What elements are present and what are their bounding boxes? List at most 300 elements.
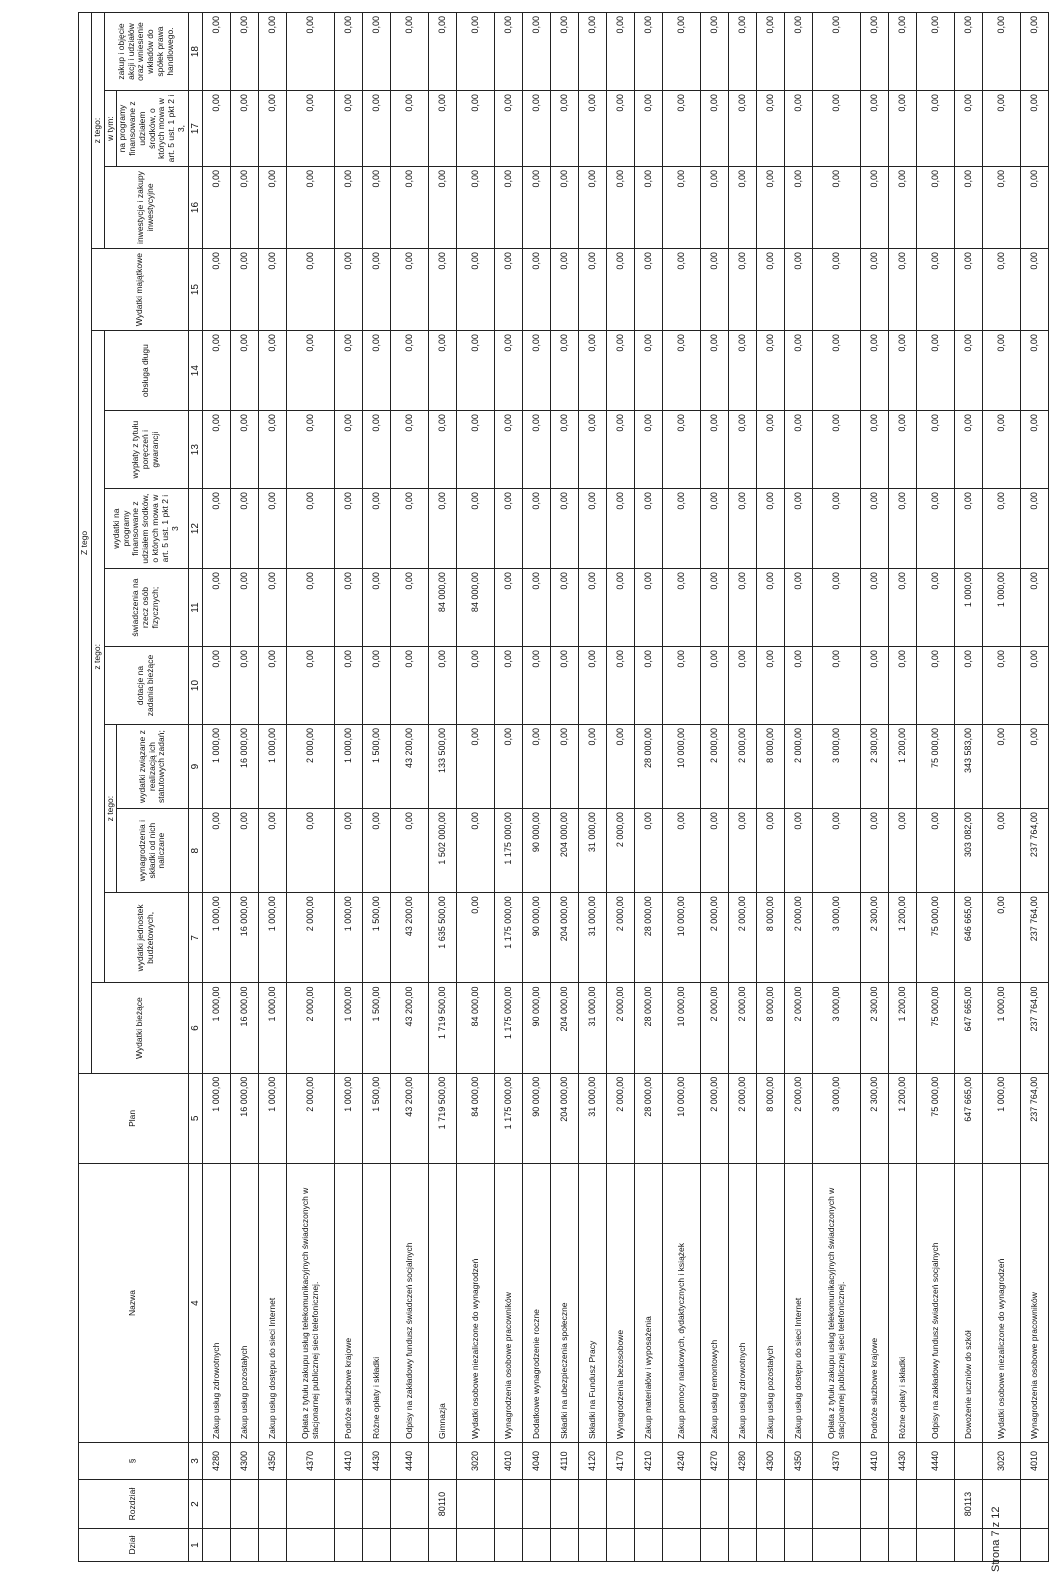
cell-dzial — [861, 1529, 889, 1562]
cell-value-col-17: 0,00 — [1021, 91, 1049, 167]
cell-value-col-16: 0,00 — [259, 167, 287, 249]
cell-value-col-5: 8 000,00 — [757, 1073, 785, 1163]
header-nazwa: Nazwa — [79, 1164, 189, 1443]
cell-rozdzial — [231, 1479, 259, 1528]
budget-table — [78, 12, 1049, 1562]
cell-value-col-12: 0,00 — [287, 489, 335, 569]
cell-value-col-16: 0,00 — [287, 167, 335, 249]
cell-value-col-16: 0,00 — [363, 167, 391, 249]
cell-value-col-9: 2 000,00 — [287, 725, 335, 809]
cell-value-col-16: 0,00 — [457, 167, 495, 249]
cell-paragraf: 4280 — [203, 1443, 231, 1480]
cell-value-col-8: 2 000,00 — [607, 809, 635, 893]
cell-value-col-10: 0,00 — [551, 647, 579, 725]
cell-paragraf: 4370 — [813, 1443, 861, 1480]
cell-value-col-9: 0,00 — [579, 725, 607, 809]
cell-rozdzial — [335, 1479, 363, 1528]
cell-rozdzial — [1021, 1479, 1049, 1528]
cell-nazwa: Dowożenie uczniów do szkół — [955, 1164, 983, 1443]
table-row — [785, 13, 813, 1562]
cell-value-col-7: 204 000,00 — [551, 893, 579, 983]
cell-value-col-10: 0,00 — [495, 647, 523, 725]
cell-value-col-5: 1 175 000,00 — [495, 1073, 523, 1163]
cell-value-col-9: 0,00 — [607, 725, 635, 809]
cell-value-col-10: 0,00 — [955, 647, 983, 725]
cell-value-col-12: 0,00 — [429, 489, 457, 569]
cell-value-col-7: 3 000,00 — [813, 893, 861, 983]
cell-value-col-6: 10 000,00 — [663, 983, 701, 1073]
cell-value-col-10: 0,00 — [203, 647, 231, 725]
cell-value-col-5: 1 500,00 — [363, 1073, 391, 1163]
cell-rozdzial — [363, 1479, 391, 1528]
header-wydatki-zwiazane: wydatki związane z realizacją ich statutowych zadań; — [117, 725, 188, 809]
cell-value-col-14: 0,00 — [607, 331, 635, 411]
cell-value-col-14: 0,00 — [429, 331, 457, 411]
cell-value-col-16: 0,00 — [663, 167, 701, 249]
cell-value-col-14: 0,00 — [551, 331, 579, 411]
cell-value-col-10: 0,00 — [607, 647, 635, 725]
cell-value-col-17: 0,00 — [607, 91, 635, 167]
table-row — [551, 13, 579, 1562]
cell-value-col-13: 0,00 — [429, 411, 457, 489]
cell-value-col-11: 0,00 — [917, 569, 955, 647]
header-z-tego: Z tego — [79, 13, 92, 1074]
cell-paragraf: 4350 — [785, 1443, 813, 1480]
cell-value-col-9: 1 500,00 — [363, 725, 391, 809]
table-row — [457, 13, 495, 1562]
table-row — [335, 13, 363, 1562]
cell-paragraf: 3020 — [983, 1443, 1021, 1480]
cell-value-col-12: 0,00 — [335, 489, 363, 569]
cell-rozdzial — [391, 1479, 429, 1528]
cell-paragraf: 4280 — [729, 1443, 757, 1480]
cell-value-col-6: 3 000,00 — [813, 983, 861, 1073]
cell-dzial — [729, 1529, 757, 1562]
cell-value-col-15: 0,00 — [701, 249, 729, 331]
cell-value-col-11: 0,00 — [391, 569, 429, 647]
cell-rozdzial: 80110 — [429, 1479, 457, 1528]
cell-dzial — [785, 1529, 813, 1562]
header-z-tego-majatkowe: z tego: — [91, 13, 104, 249]
cell-value-col-5: 10 000,00 — [663, 1073, 701, 1163]
cell-value-col-16: 0,00 — [495, 167, 523, 249]
column-number: 18 — [188, 13, 203, 91]
cell-value-col-14: 0,00 — [335, 331, 363, 411]
cell-value-col-16: 0,00 — [231, 167, 259, 249]
cell-value-col-18: 0,00 — [1021, 13, 1049, 91]
table-row — [955, 13, 983, 1562]
cell-value-col-18: 0,00 — [635, 13, 663, 91]
cell-value-col-18: 0,00 — [457, 13, 495, 91]
cell-value-col-5: 16 000,00 — [231, 1073, 259, 1163]
cell-value-col-13: 0,00 — [287, 411, 335, 489]
cell-nazwa: Dodatkowe wynagrodzenie roczne — [523, 1164, 551, 1443]
cell-value-col-15: 0,00 — [729, 249, 757, 331]
cell-nazwa: Zakup usług zdrowotnych — [203, 1164, 231, 1443]
cell-value-col-10: 0,00 — [287, 647, 335, 725]
cell-value-col-6: 75 000,00 — [917, 983, 955, 1073]
cell-dzial — [495, 1529, 523, 1562]
cell-value-col-15: 0,00 — [983, 249, 1021, 331]
cell-value-col-8: 0,00 — [635, 809, 663, 893]
cell-value-col-11: 0,00 — [889, 569, 917, 647]
cell-value-col-5: 2 000,00 — [287, 1073, 335, 1163]
header-dotacje: dotacje na zadania bieżące — [104, 647, 188, 725]
header-paragraf: § — [79, 1443, 189, 1480]
cell-value-col-11: 1 000,00 — [983, 569, 1021, 647]
cell-value-col-18: 0,00 — [429, 13, 457, 91]
cell-value-col-6: 1 000,00 — [203, 983, 231, 1073]
cell-value-col-17: 0,00 — [457, 91, 495, 167]
cell-value-col-15: 0,00 — [259, 249, 287, 331]
cell-value-col-11: 0,00 — [259, 569, 287, 647]
cell-dzial — [607, 1529, 635, 1562]
header-wynagrodzenia: wynagrodzenia i składki od nich naliczane — [117, 809, 188, 893]
cell-value-col-8: 0,00 — [663, 809, 701, 893]
cell-value-col-5: 1 719 500,00 — [429, 1073, 457, 1163]
cell-value-col-6: 8 000,00 — [757, 983, 785, 1073]
cell-value-col-15: 0,00 — [335, 249, 363, 331]
cell-value-col-15: 0,00 — [579, 249, 607, 331]
cell-value-col-13: 0,00 — [259, 411, 287, 489]
cell-value-col-7: 237 764,00 — [1021, 893, 1049, 983]
cell-value-col-17: 0,00 — [663, 91, 701, 167]
cell-value-col-10: 0,00 — [579, 647, 607, 725]
cell-value-col-18: 0,00 — [203, 13, 231, 91]
cell-value-col-12: 0,00 — [635, 489, 663, 569]
cell-value-col-12: 0,00 — [1021, 489, 1049, 569]
cell-dzial — [391, 1529, 429, 1562]
cell-value-col-10: 0,00 — [335, 647, 363, 725]
cell-rozdzial — [663, 1479, 701, 1528]
cell-dzial — [259, 1529, 287, 1562]
cell-value-col-7: 1 635 500,00 — [429, 893, 457, 983]
cell-nazwa: Odpisy na zakładowy fundusz świadczeń socjalnych — [917, 1164, 955, 1443]
cell-value-col-17: 0,00 — [635, 91, 663, 167]
cell-value-col-15: 0,00 — [955, 249, 983, 331]
table-row — [287, 13, 335, 1562]
header-wydatki-biezace: Wydatki bieżące — [91, 983, 188, 1073]
cell-value-col-18: 0,00 — [363, 13, 391, 91]
cell-value-col-6: 31 000,00 — [579, 983, 607, 1073]
cell-nazwa: Opłata z tytułu zakupu usług telekomunikacyjnych świadczonych w stacjonarnej publicznej sieci telefonicznej. — [813, 1164, 861, 1443]
cell-value-col-8: 0,00 — [335, 809, 363, 893]
cell-value-col-15: 0,00 — [785, 249, 813, 331]
column-number: 3 — [188, 1443, 203, 1480]
cell-value-col-5: 647 665,00 — [955, 1073, 983, 1163]
cell-value-col-12: 0,00 — [363, 489, 391, 569]
cell-value-col-10: 0,00 — [363, 647, 391, 725]
cell-value-col-14: 0,00 — [955, 331, 983, 411]
cell-rozdzial — [729, 1479, 757, 1528]
header-rozdzial: Rozdział — [79, 1479, 189, 1528]
cell-value-col-11: 0,00 — [861, 569, 889, 647]
cell-value-col-17: 0,00 — [579, 91, 607, 167]
cell-dzial — [917, 1529, 955, 1562]
cell-value-col-17: 0,00 — [523, 91, 551, 167]
cell-value-col-14: 0,00 — [523, 331, 551, 411]
cell-value-col-10: 0,00 — [917, 647, 955, 725]
cell-value-col-11: 0,00 — [335, 569, 363, 647]
cell-nazwa: Zakup usług dostępu do sieci Internet — [785, 1164, 813, 1443]
cell-nazwa: Różne opłaty i składki — [363, 1164, 391, 1443]
cell-value-col-11: 0,00 — [1021, 569, 1049, 647]
cell-value-col-16: 0,00 — [607, 167, 635, 249]
cell-value-col-6: 84 000,00 — [457, 983, 495, 1073]
cell-value-col-6: 1 500,00 — [363, 983, 391, 1073]
cell-value-col-10: 0,00 — [983, 647, 1021, 725]
column-number: 11 — [188, 569, 203, 647]
cell-value-col-7: 1 200,00 — [889, 893, 917, 983]
cell-paragraf: 4170 — [607, 1443, 635, 1480]
cell-value-col-17: 0,00 — [861, 91, 889, 167]
cell-value-col-10: 0,00 — [259, 647, 287, 725]
cell-rozdzial — [457, 1479, 495, 1528]
cell-dzial — [635, 1529, 663, 1562]
table-row — [203, 13, 231, 1562]
cell-value-col-16: 0,00 — [429, 167, 457, 249]
column-number-row — [188, 13, 203, 1562]
cell-rozdzial — [861, 1479, 889, 1528]
cell-value-col-12: 0,00 — [551, 489, 579, 569]
cell-nazwa: Zakup usług dostępu do sieci Internet — [259, 1164, 287, 1443]
cell-value-col-14: 0,00 — [457, 331, 495, 411]
cell-value-col-5: 31 000,00 — [579, 1073, 607, 1163]
cell-value-col-7: 16 000,00 — [231, 893, 259, 983]
cell-rozdzial — [635, 1479, 663, 1528]
cell-value-col-8: 0,00 — [259, 809, 287, 893]
header-swiadczenia: świadczenia na rzecz osób fizycznych; — [104, 569, 188, 647]
table-row — [259, 13, 287, 1562]
cell-value-col-12: 0,00 — [495, 489, 523, 569]
cell-rozdzial — [259, 1479, 287, 1528]
header-wydatki-jednostek: wydatki jednostek budżetowych, — [104, 893, 188, 983]
cell-value-col-14: 0,00 — [701, 331, 729, 411]
cell-rozdzial — [287, 1479, 335, 1528]
cell-value-col-15: 0,00 — [917, 249, 955, 331]
cell-dzial — [757, 1529, 785, 1562]
cell-value-col-8: 0,00 — [917, 809, 955, 893]
cell-value-col-9: 0,00 — [523, 725, 551, 809]
cell-value-col-17: 0,00 — [955, 91, 983, 167]
cell-paragraf: 4300 — [757, 1443, 785, 1480]
cell-value-col-13: 0,00 — [495, 411, 523, 489]
cell-value-col-8: 90 000,00 — [523, 809, 551, 893]
cell-value-col-11: 0,00 — [607, 569, 635, 647]
cell-value-col-17: 0,00 — [785, 91, 813, 167]
cell-nazwa: Wynagrodzenia osobowe pracowników — [1021, 1164, 1049, 1443]
cell-value-col-9: 2 000,00 — [729, 725, 757, 809]
cell-value-col-8: 0,00 — [457, 809, 495, 893]
cell-value-col-15: 0,00 — [813, 249, 861, 331]
cell-value-col-15: 0,00 — [457, 249, 495, 331]
cell-value-col-18: 0,00 — [861, 13, 889, 91]
cell-value-col-11: 0,00 — [663, 569, 701, 647]
cell-value-col-15: 0,00 — [523, 249, 551, 331]
cell-value-col-13: 0,00 — [635, 411, 663, 489]
cell-value-col-18: 0,00 — [813, 13, 861, 91]
table-row — [983, 13, 1021, 1562]
cell-value-col-6: 2 000,00 — [701, 983, 729, 1073]
cell-value-col-14: 0,00 — [917, 331, 955, 411]
cell-dzial — [955, 1529, 983, 1562]
cell-rozdzial — [917, 1479, 955, 1528]
cell-value-col-10: 0,00 — [729, 647, 757, 725]
cell-value-col-10: 0,00 — [457, 647, 495, 725]
cell-value-col-11: 0,00 — [729, 569, 757, 647]
cell-value-col-7: 2 000,00 — [729, 893, 757, 983]
cell-value-col-6: 16 000,00 — [231, 983, 259, 1073]
cell-value-col-5: 1 200,00 — [889, 1073, 917, 1163]
cell-value-col-17: 0,00 — [335, 91, 363, 167]
cell-value-col-14: 0,00 — [635, 331, 663, 411]
cell-value-col-11: 0,00 — [287, 569, 335, 647]
cell-paragraf: 4110 — [551, 1443, 579, 1480]
cell-value-col-9: 0,00 — [551, 725, 579, 809]
cell-value-col-13: 0,00 — [457, 411, 495, 489]
cell-value-col-6: 647 665,00 — [955, 983, 983, 1073]
cell-value-col-12: 0,00 — [889, 489, 917, 569]
cell-value-col-10: 0,00 — [231, 647, 259, 725]
cell-value-col-17: 0,00 — [729, 91, 757, 167]
cell-value-col-12: 0,00 — [203, 489, 231, 569]
cell-dzial — [579, 1529, 607, 1562]
cell-value-col-7: 75 000,00 — [917, 893, 955, 983]
cell-value-col-17: 0,00 — [757, 91, 785, 167]
cell-value-col-15: 0,00 — [1021, 249, 1049, 331]
cell-value-col-5: 2 000,00 — [607, 1073, 635, 1163]
cell-rozdzial — [203, 1479, 231, 1528]
cell-value-col-14: 0,00 — [363, 331, 391, 411]
cell-nazwa: Gimnazja — [429, 1164, 457, 1443]
cell-value-col-11: 0,00 — [701, 569, 729, 647]
cell-paragraf: 4430 — [889, 1443, 917, 1480]
cell-value-col-17: 0,00 — [259, 91, 287, 167]
column-number: 7 — [188, 893, 203, 983]
cell-value-col-11: 0,00 — [551, 569, 579, 647]
cell-value-col-7: 28 000,00 — [635, 893, 663, 983]
cell-value-col-9: 343 583,00 — [955, 725, 983, 809]
cell-value-col-12: 0,00 — [729, 489, 757, 569]
cell-value-col-18: 0,00 — [579, 13, 607, 91]
cell-value-col-14: 0,00 — [391, 331, 429, 411]
cell-value-col-11: 0,00 — [231, 569, 259, 647]
cell-value-col-17: 0,00 — [983, 91, 1021, 167]
cell-dzial — [663, 1529, 701, 1562]
cell-value-col-12: 0,00 — [579, 489, 607, 569]
cell-value-col-17: 0,00 — [287, 91, 335, 167]
table-row — [607, 13, 635, 1562]
cell-rozdzial — [579, 1479, 607, 1528]
cell-value-col-18: 0,00 — [917, 13, 955, 91]
cell-value-col-14: 0,00 — [259, 331, 287, 411]
cell-value-col-6: 237 764,00 — [1021, 983, 1049, 1073]
cell-value-col-8: 0,00 — [231, 809, 259, 893]
column-number: 12 — [188, 489, 203, 569]
table-row — [391, 13, 429, 1562]
header-dzial: Dział — [79, 1529, 189, 1562]
cell-dzial — [1021, 1529, 1049, 1562]
cell-value-col-7: 1 175 000,00 — [495, 893, 523, 983]
cell-value-col-6: 2 000,00 — [729, 983, 757, 1073]
cell-value-col-15: 0,00 — [635, 249, 663, 331]
column-number: 10 — [188, 647, 203, 725]
cell-value-col-17: 0,00 — [429, 91, 457, 167]
cell-rozdzial — [551, 1479, 579, 1528]
cell-value-col-9: 0,00 — [1021, 725, 1049, 809]
table-row — [663, 13, 701, 1562]
table-body — [203, 13, 1049, 1562]
cell-value-col-9: 1 000,00 — [259, 725, 287, 809]
cell-nazwa: Wydatki osobowe niezaliczone do wynagrodzeń — [457, 1164, 495, 1443]
cell-paragraf: 4430 — [363, 1443, 391, 1480]
cell-value-col-8: 204 000,00 — [551, 809, 579, 893]
table-row — [231, 13, 259, 1562]
cell-value-col-18: 0,00 — [391, 13, 429, 91]
cell-value-col-6: 1 000,00 — [983, 983, 1021, 1073]
header-plan: Plan — [79, 1073, 189, 1163]
cell-nazwa: Opłata z tytułu zakupu usług telekomunikacyjnych świadczonych w stacjonarnej publicznej sieci telefonicznej. — [287, 1164, 335, 1443]
cell-nazwa: Podróże służbowe krajowe — [861, 1164, 889, 1443]
cell-value-col-12: 0,00 — [231, 489, 259, 569]
cell-value-col-7: 90 000,00 — [523, 893, 551, 983]
cell-value-col-9: 8 000,00 — [757, 725, 785, 809]
cell-rozdzial — [495, 1479, 523, 1528]
cell-value-col-14: 0,00 — [287, 331, 335, 411]
cell-nazwa: Różne opłaty i składki — [889, 1164, 917, 1443]
cell-value-col-16: 0,00 — [635, 167, 663, 249]
cell-value-col-15: 0,00 — [495, 249, 523, 331]
cell-value-col-9: 0,00 — [457, 725, 495, 809]
cell-rozdzial: 80113 — [955, 1479, 983, 1528]
cell-dzial — [889, 1529, 917, 1562]
cell-value-col-5: 1 000,00 — [335, 1073, 363, 1163]
table-row — [363, 13, 391, 1562]
cell-value-col-16: 0,00 — [391, 167, 429, 249]
cell-value-col-6: 2 000,00 — [785, 983, 813, 1073]
cell-value-col-12: 0,00 — [457, 489, 495, 569]
cell-value-col-6: 1 200,00 — [889, 983, 917, 1073]
cell-value-col-8: 0,00 — [889, 809, 917, 893]
cell-value-col-5: 2 300,00 — [861, 1073, 889, 1163]
cell-paragraf: 4350 — [259, 1443, 287, 1480]
cell-value-col-7: 43 200,00 — [391, 893, 429, 983]
cell-value-col-10: 0,00 — [663, 647, 701, 725]
cell-value-col-13: 0,00 — [917, 411, 955, 489]
cell-value-col-17: 0,00 — [813, 91, 861, 167]
cell-dzial — [701, 1529, 729, 1562]
cell-rozdzial — [889, 1479, 917, 1528]
cell-value-col-14: 0,00 — [785, 331, 813, 411]
cell-value-col-7: 31 000,00 — [579, 893, 607, 983]
cell-value-col-15: 0,00 — [203, 249, 231, 331]
cell-value-col-15: 0,00 — [861, 249, 889, 331]
cell-value-col-8: 0,00 — [785, 809, 813, 893]
header-z-tego-biezace: z tego: — [91, 331, 104, 983]
header-w-tym: w tym: — [104, 91, 117, 167]
cell-value-col-5: 1 000,00 — [203, 1073, 231, 1163]
cell-value-col-5: 204 000,00 — [551, 1073, 579, 1163]
cell-paragraf — [429, 1443, 457, 1480]
cell-paragraf: 4440 — [917, 1443, 955, 1480]
cell-value-col-15: 0,00 — [889, 249, 917, 331]
cell-dzial — [813, 1529, 861, 1562]
cell-value-col-10: 0,00 — [861, 647, 889, 725]
cell-nazwa: Zakup pomocy naukowych, dydaktycznych i książek — [663, 1164, 701, 1443]
cell-value-col-16: 0,00 — [729, 167, 757, 249]
cell-paragraf: 4370 — [287, 1443, 335, 1480]
table-row — [757, 13, 785, 1562]
